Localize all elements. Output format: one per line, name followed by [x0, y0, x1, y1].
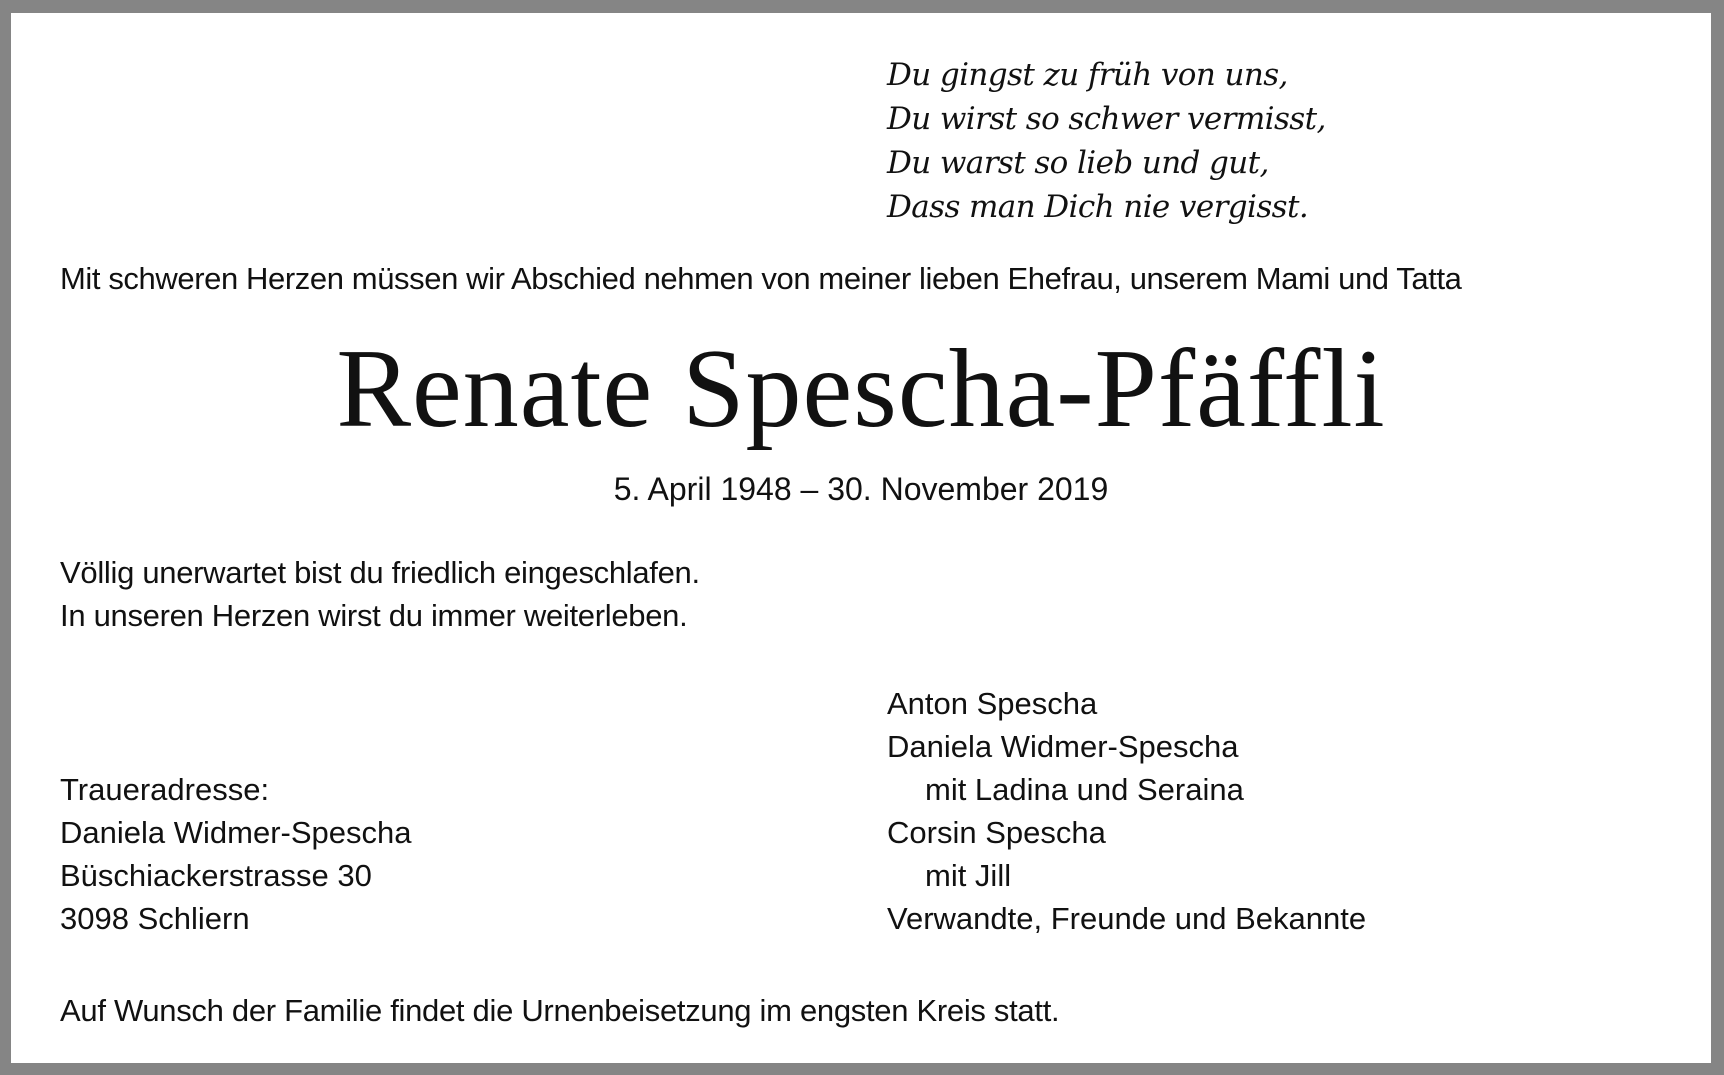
obituary-notice [11, 13, 1711, 1063]
address-line: Daniela Widmer-Spescha [60, 815, 412, 850]
address-line: 3098 Schliern [60, 901, 250, 936]
closing-note: Auf Wunsch der Familie findet die Urnenbeisetzung im engsten Kreis statt. [60, 993, 1060, 1028]
mourner: mit Jill [925, 858, 1012, 893]
message [60, 551, 700, 637]
deceased-name: Renate Spescha-Pfäffli [336, 327, 1386, 451]
message-line: Völlig unerwartet bist du friedlich eingeschlafen. [60, 555, 700, 590]
mourner: Verwandte, Freunde und Bekannte [887, 901, 1367, 936]
message-line: In unseren Herzen wirst du immer weiterleben. [60, 598, 688, 633]
mourner: Daniela Widmer-Spescha [887, 729, 1239, 764]
mourners-list [887, 682, 1366, 940]
address-line: Büschiackerstrasse 30 [60, 858, 372, 893]
life-dates: 5. April 1948 – 30. November 2019 [613, 471, 1109, 507]
poem-line: Du warst so lieb und gut, [887, 145, 1269, 181]
mourner: Anton Spescha [887, 686, 1098, 721]
intro-text: Mit schweren Herzen müssen wir Abschied nehmen von meiner lieben Ehefrau, unserem Mami und Tatta [60, 261, 1462, 296]
mourner: mit Ladina und Seraina [925, 772, 1244, 807]
mourner: Corsin Spescha [887, 815, 1106, 850]
mourning-address [60, 768, 411, 940]
poem-line: Dass man Dich nie vergisst. [887, 189, 1309, 225]
poem [887, 53, 1326, 229]
poem-line: Du gingst zu früh von uns, [887, 57, 1288, 93]
poem-line: Du wirst so schwer vermisst, [887, 101, 1326, 137]
address-label: Traueradresse: [60, 772, 270, 807]
